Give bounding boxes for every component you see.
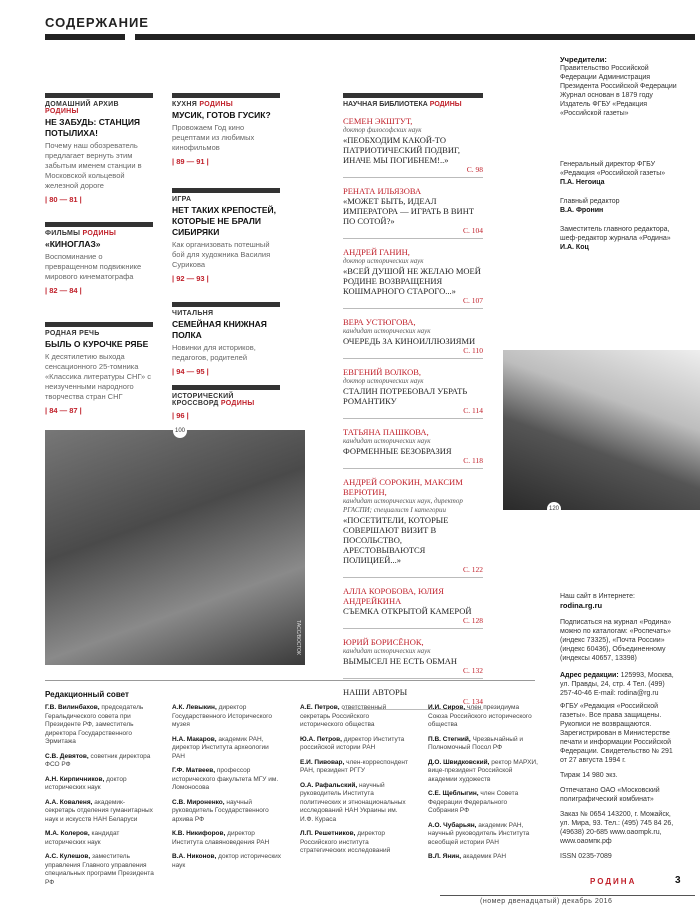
footer-brand: РОДИНА: [590, 877, 637, 886]
entry-title: ФОРМЕННЫЕ БЕЗОБРАЗИЯ: [343, 446, 452, 456]
entry-author: СЕМЕН ЭКШТУТ,: [343, 116, 413, 126]
board-column-1: [45, 704, 155, 893]
library-entry[interactable]: [343, 116, 483, 178]
entry-author: АНДРЕЙ ГАНИН,: [343, 247, 410, 257]
site-link[interactable]: rodina.rg.ru: [560, 601, 603, 610]
board-member: С.Е. Щеблыгин, член Совета Федерации Федерального Собрания РФ: [428, 790, 519, 814]
section-title: НЕ ЗАБУДЬ: СТАНЦИЯ ПОТЫЛИХА!: [45, 117, 141, 138]
library-entry[interactable]: [343, 367, 483, 419]
entry-title: СЪЕМКА ОТКРЫТОЙ КАМЕРОЙ: [343, 606, 472, 616]
library-entry[interactable]: [343, 477, 483, 578]
section-pages: | 89 — 91 |: [172, 157, 209, 166]
entry-page: С. 110: [463, 346, 483, 355]
entry-title: «МОЖЕТ БЫТЬ, ИДЕАЛ ИМПЕРАТОРА — ИГРАТЬ В ВИНТ ПО СОТОЙ?»: [343, 196, 475, 226]
section-desc: Как организовать потешный бой для художника Василия Сурикова: [172, 240, 271, 269]
board-member: А.О. Чубарьян, академик РАН, научный руководитель Института всеобщей истории РАН: [428, 821, 530, 846]
board-column-2: [172, 704, 282, 876]
entry-page: С. 114: [463, 406, 483, 415]
section-pages: | 80 — 81 |: [45, 195, 82, 204]
header-rule: [45, 34, 125, 40]
section-films[interactable]: ФИЛЬМЫ РОДИНЫ «КИНОГЛАЗ» Воспоминание о превращенном подвижнике мирового кинематографа | 82 — 84 |: [45, 222, 153, 295]
board-title: Редакционный совет: [45, 690, 129, 699]
board-member: К.В. Никифоров, директор Института славяноведения РАН: [172, 830, 270, 846]
board-member: И.И. Сиров, член президиума Союза Российского исторического общества: [428, 704, 532, 728]
board-member: Ю.А. Петров, директор Института российской истории РАН: [300, 735, 405, 751]
section-title: МУСИК, ГОТОВ ГУСИК?: [172, 110, 271, 120]
board-member: А.К. Левыкин, директор Государственного Исторического музея: [172, 704, 272, 728]
section-title: СЕМЕЙНАЯ КНИЖНАЯ ПОЛКА: [172, 319, 267, 340]
contacts-block: Наш сайт в Интернете: rodina.rg.ru Подписаться на журнал «Родина» можно по каталогам: «Роспечать» (индекс 73325), «Почта России» (индекс 60436), Объединенному (индексы 40657, 13398) Адрес редакции: 125993, Москва, ул. Правды, 24, стр. 4 Тел. (499) 257-40-46 E-mail: rodina@rg.ru ФГБУ «Редакция «Российской газеты». Все права защищены. Рукописи не возвращаются. Зарегистрирован в Министерстве печати и информации Российской Федерации. Свидетельство № 291 от 27 августа 1994 г. Тираж 14 980 экз. Отпечатано ОАО «Московский полиграфический комбинат» Заказ № 0654 143200, г. Можайск, ул. Мира, 93. Тел.: (495) 745 84 26, (49638) 20-685 www.oaompk.ru, www.оаомпк.рф ISSN 0235-7089: [560, 592, 680, 861]
photo-cameraman: 120: [503, 350, 700, 510]
board-member: Е.И. Пивовар, член-корреспондент РАН, президент РГГУ: [300, 758, 408, 774]
entry-title: «ПОСЕТИТЕЛИ, КОТОРЫЕ СОВЕРШАЮТ ВИЗИТ В ПОСОЛЬСТВО, АРЕСТОВЫВАЮТСЯ ПОЛИЦИЕЙ...»: [343, 515, 449, 565]
entry-author: ТАТЬЯНА ПАШКОВА,: [343, 427, 429, 437]
entry-author: РЕНАТА ИЛЬЯЗОВА: [343, 186, 422, 196]
entry-role: кандидат исторических наук, директор РГАСПИ; специалист I категории: [343, 497, 463, 514]
entry-role: доктор философских наук: [343, 126, 422, 134]
entry-role: кандидат исторических наук: [343, 647, 431, 655]
library-entry[interactable]: [343, 247, 483, 309]
section-kitchen[interactable]: КУХНЯ РОДИНЫ МУСИК, ГОТОВ ГУСИК? Провожаем Год кино рецептами из любимых кинофильмов | 89 — 91 |: [172, 93, 280, 166]
entry-author: ЮРИЙ БОРИСЁНОК,: [343, 637, 424, 647]
section-pages: | 94 — 95 |: [172, 367, 209, 376]
library-entry[interactable]: [343, 637, 483, 679]
board-member: Г.В. Вилинбахов, председатель Геральдического совета при Президенте РФ, заместитель директора Государственного Эрмитажа: [45, 704, 144, 745]
entry-author: АЛЛА КОРОБОВА, ЮЛИЯ АНДРЕЙКИНА: [343, 586, 444, 606]
section-title: БЫЛЬ О КУРОЧКЕ РЯБЕ: [45, 339, 149, 349]
entry-title: «ВСЕЙ ДУШОЙ НЕ ЖЕЛАЮ МОЕЙ РОДИНЕ ВОЗВРАЩЕНИЯ КОШМАРНОГО СТАРОГО...»: [343, 266, 481, 296]
board-member: Л.П. Решетников, директор Российского института стратегических исследований: [300, 830, 391, 854]
page-number: 3: [675, 875, 681, 886]
section-pages: | 82 — 84 |: [45, 286, 82, 295]
issue-date: (номер двенадцатый) декабрь 2016: [480, 898, 613, 905]
board-member: А.А. Коваленя, академик-секретарь отделения гуманитарных наук и искусств НАН Беларуси: [45, 798, 153, 823]
board-member: В.А. Никонов, доктор исторических наук: [172, 853, 282, 869]
entry-role: доктор исторических наук: [343, 257, 424, 265]
entry-page: С. 134: [462, 697, 483, 706]
board-member: С.В. Девятов, советник директора ФСО РФ: [45, 752, 151, 768]
entry-title: «ПЕОБХОДИМ КАКОЙ-ТО ПАТРИОТИЧЕСКИЙ ПОДВИГ, ИНАЧЕ МЫ ПОГИБНЕМ!..»: [343, 135, 461, 165]
entry-author: ЕВГЕНИЙ ВОЛКОВ,: [343, 367, 422, 377]
section-crossword[interactable]: ИСТОРИЧЕСКИЙ КРОССВОРД РОДИНЫ | 96 |: [172, 385, 280, 420]
section-desc: Почему наш обозреватель предлагает вернуть этим забытым именем станции в Московской кольцевой железной дороге: [45, 141, 142, 190]
board-member: О.А. Рафальский, научный руководитель Института политических и этнонациональных исследований НАН Украины им. И.Ф. Кураса: [300, 781, 406, 823]
section-archive[interactable]: ДОМАШНИЙ АРХИВ РОДИНЫ НЕ ЗАБУДЬ: СТАНЦИЯ ПОТЫЛИХА! Почему наш обозреватель предлагает вернуть этим забытым именем станции в Московской кольцевой железной дороге | 80 — 81 |: [45, 93, 153, 204]
entry-page: С. 122: [462, 565, 483, 574]
entry-role: кандидат исторических наук: [343, 327, 431, 335]
page-title: СОДЕРЖАНИЕ: [45, 15, 149, 30]
section-title: НЕТ ТАКИХ КРЕПОСТЕЙ, КОТОРЫЕ НЕ БРАЛИ СИБИРЯКИ: [172, 205, 276, 237]
entry-title: СТАЛИН ПОТРЕБОВАЛ УБРАТЬ РОМАНТИКУ: [343, 386, 468, 406]
section-game[interactable]: ИГРА НЕТ ТАКИХ КРЕПОСТЕЙ, КОТОРЫЕ НЕ БРАЛИ СИБИРЯКИ Как организовать потешный бой для художника Василия Сурикова | 92 — 93 |: [172, 188, 280, 283]
entry-page: С. 98: [466, 165, 483, 174]
entry-title: НАШИ АВТОРЫ: [343, 687, 408, 697]
library-entry[interactable]: [343, 586, 483, 629]
staff-block: Генеральный директор ФГБУ «Редакция «Российской газеты» П.А. Негоица Главный редактор В.А. Фронин Заместитель главного редактора, шеф-редактор журнала «Родина» И.А. Коц: [560, 161, 671, 251]
photo-men-with-books: 100 ТАСС/ВОСТОК: [45, 430, 305, 665]
entry-role: кандидат исторических наук: [343, 437, 431, 445]
founders-block: Учредители: Правительство Российской Федерации Администрация Президента Российской Федерации Журнал основан в 1879 году Издатель ФГБУ «Редакция «Российской газеты»: [560, 55, 677, 117]
entry-page: С. 118: [463, 456, 483, 465]
library-entry[interactable]: [343, 427, 483, 469]
section-desc: К десятилетию выхода сенсационного 25-томника «Классика литературы СНГ» с неизученными народного творчества стран СНГ: [45, 352, 151, 401]
section-title: «КИНОГЛАЗ»: [45, 239, 101, 249]
library-entry[interactable]: [343, 186, 483, 239]
section-pages: | 92 — 93 |: [172, 274, 209, 283]
board-member: С.В. Мироненко, научный руководитель Государственного архива РФ: [172, 798, 269, 823]
section-pages: | 96 |: [172, 411, 189, 420]
board-member: А.Е. Петров, ответственный секретарь Российского исторического общества: [300, 704, 387, 728]
header-rule-long: [135, 34, 695, 40]
board-member: Г.Ф. Матвеев, профессор исторического факультета МГУ им. Ломоносова: [172, 767, 279, 791]
board-member: М.А. Колеров, кандидат исторических наук: [45, 830, 120, 846]
entry-author: АНДРЕЙ СОРОКИН, МАКСИМ ВЕРЮТИН,: [343, 477, 463, 497]
section-desc: Воспоминание о превращенном подвижнике мирового кинематографа: [45, 252, 142, 281]
board-member: А.Н. Кирпичников, доктор исторических наук: [45, 775, 127, 791]
library-column: НАУЧНАЯ БИБЛИОТЕКА РОДИНЫ СЕМЕН ЭКШТУТ, доктор философских наук «ПЕОБХОДИМ КАКОЙ-ТО ПАТРИОТИЧЕСКИЙ ПОДВИГ, ИНАЧЕ МЫ ПОГИБНЕМ!..» С. 98 РЕНАТА ИЛЬЯЗОВА «МОЖЕТ БЫТЬ, ИДЕАЛ ИМПЕРАТОРА — ИГРАТЬ В ВИНТ ПО СОТОЙ?» С. 104 АНДРЕЙ ГАНИН, доктор исторических наук «ВСЕЙ ДУШОЙ НЕ ЖЕЛАЮ МОЕЙ РОДИНЕ ВОЗВРАЩЕНИЯ КОШМАРНОГО СТАРОГО...» С. 107 ВЕРА УСТЮГОВА, кандидат исторических наук ОЧЕРЕДЬ ЗА КИНОИЛЛЮЗИЯМИ С. 110 ЕВГЕНИЙ ВОЛКОВ, доктор исторических наук СТАЛИН ПОТРЕБОВАЛ УБРАТЬ РОМАНТИКУ С. 114 ТАТЬЯНА ПАШКОВА, кандидат исторических наук ФОРМЕННЫЕ БЕЗОБРАЗИЯ С. 118 АНДРЕЙ СОРОКИН, МАКСИМ ВЕРЮТИН, кандидат исторических наук, директор РГАСПИ; специалист I категории «ПОСЕТИТЕЛИ, КОТОРЫЕ СОВЕРШАЮТ ВИЗИТ В ПОСОЛЬСТВО, АРЕСТОВЫВАЮТСЯ ПОЛИЦИЕЙ...» С. 122 АЛЛА КОРОБОВА, ЮЛИЯ АНДРЕЙКИНА СЪЕМКА ОТКРЫТОЙ КАМЕРОЙ С. 128 ЮРИЙ БОРИСЁНОК, кандидат исторических наук ВЫМЫСЕЛ НЕ ЕСТЬ ОБМАН С. 132 НАШИ АВТОРЫ С. 134: [343, 93, 483, 710]
board-column-3: [300, 704, 410, 862]
entry-page: С. 107: [462, 296, 483, 305]
section-reading[interactable]: ЧИТАЛЬНЯ СЕМЕЙНАЯ КНИЖНАЯ ПОЛКА Новинки для историков, педагогов, родителей | 94 — 95 |: [172, 302, 280, 376]
entry-page: С. 132: [462, 666, 483, 675]
entry-title: ВЫМЫСЕЛ НЕ ЕСТЬ ОБМАН: [343, 656, 458, 666]
entry-page: С. 128: [462, 616, 483, 625]
entry-title: ОЧЕРЕДЬ ЗА КИНОИЛЛЮЗИЯМИ: [343, 336, 476, 346]
section-speech[interactable]: РОДНАЯ РЕЧЬ БЫЛЬ О КУРОЧКЕ РЯБЕ К десятилетию выхода сенсационного 25-томника «Классика литературы СНГ» с неизученными народного творчества стран СНГ | 84 — 87 |: [45, 322, 153, 415]
board-member: Д.О. Швидковский, ректор МАРХИ, вице-президент Российской академии художеств: [428, 758, 538, 783]
board-member: П.В. Стегний, Чрезвычайный и Полномочный Посол РФ: [428, 735, 524, 751]
entry-page: С. 104: [462, 226, 483, 235]
section-pages: | 84 — 87 |: [45, 406, 82, 415]
library-entry[interactable]: [343, 317, 483, 359]
board-column-4: [428, 704, 538, 868]
entry-role: доктор исторических наук: [343, 377, 424, 385]
board-member: В.Л. Янин, академик РАН: [428, 853, 507, 860]
board-member: Н.А. Макаров, академик РАН, директор Института археологии РАН: [172, 735, 269, 760]
section-desc: Провожаем Год кино рецептами из любимых кинофильмов: [172, 123, 255, 152]
entry-author: ВЕРА УСТЮГОВА,: [343, 317, 416, 327]
section-desc: Новинки для историков, педагогов, родителей: [172, 343, 256, 362]
board-member: А.С. Кулешов, заместитель управления Главного управления специальных программ Президента РФ: [45, 853, 154, 886]
